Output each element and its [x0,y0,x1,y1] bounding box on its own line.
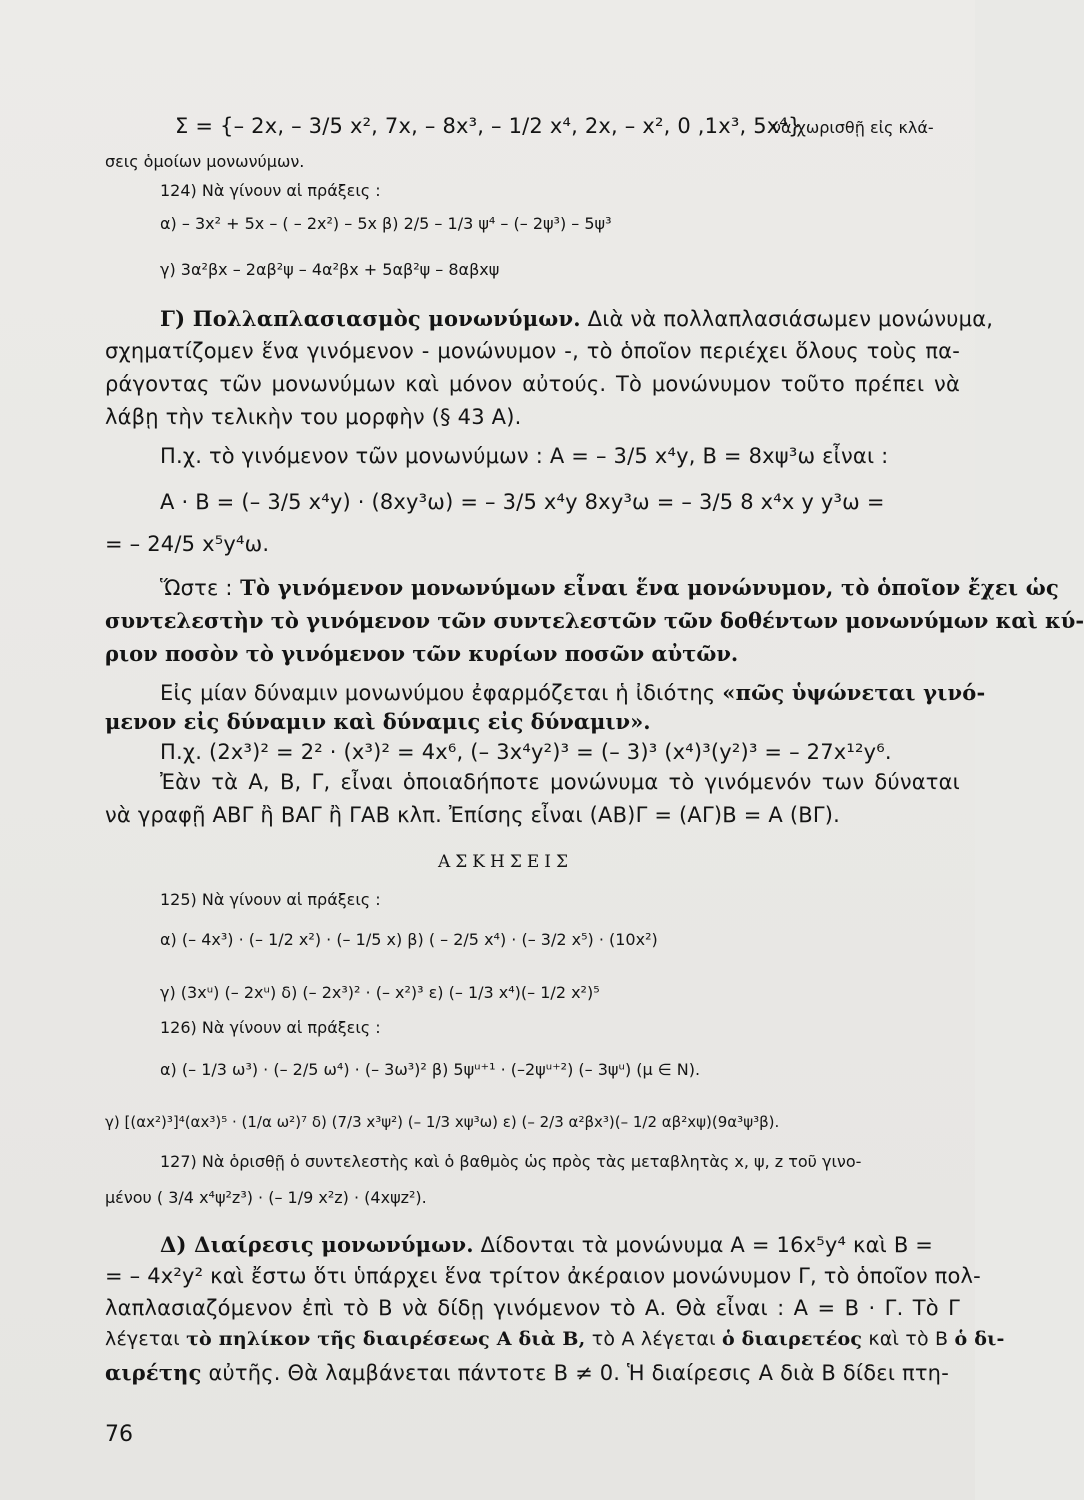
section-d-line2: = – 4x²y² καὶ ἔστω ὅτι ὑπάρχει ἕνα τρίτον ἀκέραιον μονώνυμον Γ, τὸ ὁποῖον πολ- [105,1264,981,1288]
section-g-line1 [160,306,993,331]
section-d-line2-wrap [105,1264,981,1288]
section-g-line3-wrap [105,372,960,396]
example-3: = – 24/5 x⁵y⁴ω. [105,532,270,556]
line5-a: αιρέτης [105,1360,202,1385]
section-g-title: Γ) Πολλαπλασιασμὸς μονωνύμων. [160,306,581,331]
exercise-127-title: 127) Νὰ ὁρισθῇ ὁ συντελεστὴς καὶ ὁ βαθμὸς ὡς πρὸς τὰς μεταβλητὰς x, ψ, z τοῦ γινο- [160,1152,862,1171]
rule-line1 [160,575,1059,600]
exercise-125-cde: γ) (3xᵘ) (– 2xᵘ) δ) (– 2x³)² · (– x²)³ ε) (– 1/3 x⁴)(– 1/2 x²)⁵ [160,983,600,1002]
order-line1-wrap [160,770,960,794]
line5-b: αὐτῆς. Θὰ λαμβάνεται πάντοτε Β ≠ 0. Ἡ διαίρεσις Α διὰ Β δίδει πτη- [201,1361,949,1385]
section-d-line4 [105,1328,1005,1350]
exercise-126-title: 126) Νὰ γίνουν αἱ πράξεις : [160,1018,381,1037]
exercise-126-ab: α) (– 1/3 ω³) · (– 2/5 ω⁴) · (– 3ω³)² β) 5ψᵘ⁺¹ · (–2ψᵘ⁺²) (– 3ψᵘ) (μ ∈ Ν). [160,1060,701,1079]
rule-line2-wrap [105,608,1084,633]
exercise-124-ab: α) – 3x² + 5x – ( – 2x²) – 5x β) 2/5 – 1/3 ψ⁴ – (– 2ψ³) – 5ψ³ [160,214,612,233]
line4-d: ὁ διαιρετέος [721,1328,863,1350]
section-d-line1-rest: Δίδονται τὰ μονώνυμα Α = 16x⁵y⁴ καὶ Β = [473,1233,934,1257]
section-g-line3: ράγοντας τῶν μονωνύμων καὶ μόνον αὐτούς. Τὸ μονώνυμον τοῦτο πρέπει νὰ [105,372,960,396]
set-sigma-tail: νὰ χωρισθῇ εἰς κλά- [772,118,934,137]
exercises-heading: ΑΣΚΗΣΕΙΣ [438,852,573,872]
power-text-bold: «πῶς ὑψώνεται γινό- [722,680,986,705]
section-d-title: Δ) Διαίρεσις μονωνύμων. [160,1232,474,1257]
text-line: σεις ὁμοίων μονωνύμων. [105,152,305,171]
section-d-line1 [160,1232,933,1257]
line4-b: τὸ πηλίκον τῆς διαιρέσεως Α διὰ Β, [186,1328,586,1350]
section-d-line3-wrap [105,1296,960,1320]
section-g-line4: λάβῃ τὴν τελικὴν του μορφὴν (§ 43 Α). [105,405,522,429]
section-d-line5 [105,1360,949,1385]
line4-a: λέγεται [105,1328,187,1350]
exercise-126-cde: γ) [(αx²)³]⁴(αx³)⁵ · (1/α ω²)⁷ δ) (7/3 x³ψ²) (– 1/3 xψ³ω) ε) (– 2/3 α²βx³)(– 1/2 αβ²xψ)(9α³ψ³β). [105,1113,780,1131]
section-g-line1-rest: Διὰ νὰ πολλαπλασιάσωμεν μονώνυμα, [580,307,994,331]
exercise-124-c: γ) 3α²βx – 2αβ²ψ – 4α²βx + 5αβ²ψ – 8αβxψ [160,260,500,279]
rule-text-1: Τὸ γινόμενον μονωνύμων εἶναι ἕνα μονώνυμον, τὸ ὁποῖον ἔχει ὡς [232,575,1059,600]
power-line1 [160,680,986,705]
exercise-127-b: μένου ( 3/4 x⁴ψ²z³) · (– 1/9 x²z) · (4xψz²). [105,1188,427,1207]
exercise-125-ab: α) (– 4x³) · (– 1/2 x²) · (– 1/5 x) β) ( – 2/5 x⁴) · (– 3/2 x⁵) · (10x²) [160,930,658,949]
power-text-2: μενον εἰς δύναμιν καὶ δύναμις εἰς δύναμιν». [105,709,651,734]
line4-f: ὁ δι- [954,1328,1005,1350]
example-1: Π.χ. τὸ γινόμενον τῶν μονωνύμων : Α = – 3/5 x⁴y, Β = 8xψ³ω εἶναι : [160,444,889,468]
line4-c: τὸ Α λέγεται [585,1328,722,1350]
power-example: Π.χ. (2x³)² = 2² · (x³)² = 4x⁶, (– 3x⁴y²)³ = (– 3)³ (x⁴)³(y²)³ = – 27x¹²y⁶. [160,740,892,764]
exercise-124-title: 124) Νὰ γίνουν αἱ πράξεις : [160,181,381,200]
exercise-125-title: 125) Νὰ γίνουν αἱ πράξεις : [160,890,381,909]
order-line1: Ἐὰν τὰ Α, Β, Γ, εἶναι ὁποιαδήποτε μονώνυμα τὸ γινόμενόν των δύναται [160,770,960,794]
line4-e: καὶ τὸ Β [862,1328,955,1350]
set-sigma: Σ = {– 2x, – 3/5 x², 7x, – 8x³, – 1/2 x⁴, 2x, – x², 0 ,1x³, 5x⁴} [175,114,802,138]
section-d-line3: λαπλασιαζόμενον ἐπὶ τὸ Β νὰ δίδῃ γινόμενον τὸ Α. Θὰ εἶναι : Α = Β · Γ. Τὸ Γ [105,1296,960,1320]
section-g-line2: σχηματίζομεν ἕνα γινόμενον - μονώνυμον -, τὸ ὁποῖον περιέχει ὅλους τοὺς πα- [105,339,960,363]
power-text-plain: Εἰς μίαν δύναμιν μονωνύμου ἐφαρμόζεται ἡ ἰδιότης [160,681,723,705]
page-number: 76 [105,1422,133,1447]
rule-prefix: Ὥστε : [160,576,233,600]
section-g-line2-wrap [105,339,960,363]
example-2: Α · Β = (– 3/5 x⁴y) · (8xy³ω) = – 3/5 x⁴y 8xy³ω = – 3/5 8 x⁴x y y³ω = [160,490,885,514]
rule-text-2: συντελεστὴν τὸ γινόμενον τῶν συντελεστῶν τῶν δοθέντων μονωνύμων καὶ κύ- [105,608,1084,633]
rule-text-3: ριον ποσὸν τὸ γινόμενον τῶν κυρίων ποσῶν αὐτῶν. [105,641,739,666]
order-line2: νὰ γραφῇ ΑΒΓ ἢ ΒΑΓ ἢ ΓΑΒ κλπ. Ἐπίσης εἶναι (ΑΒ)Γ = (ΑΓ)Β = Α (ΒΓ). [105,803,841,827]
